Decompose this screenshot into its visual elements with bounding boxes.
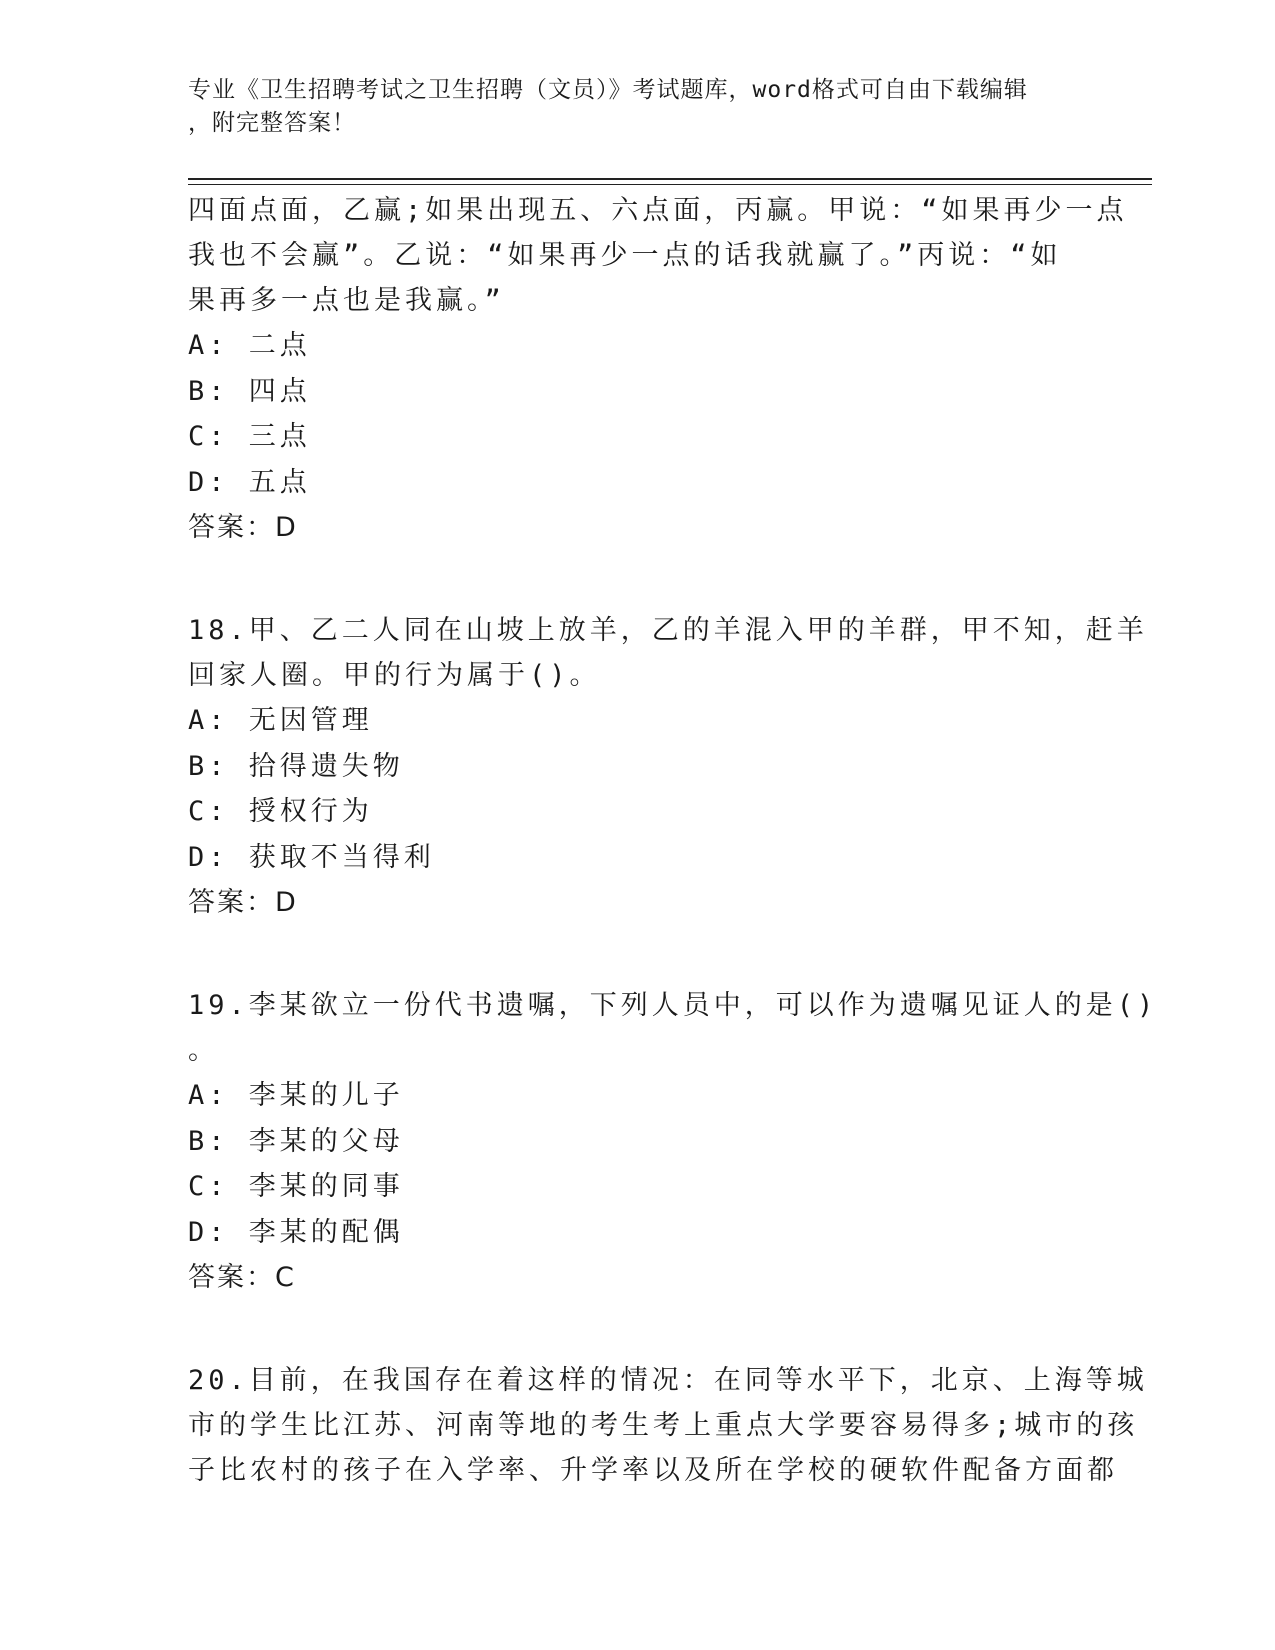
question-stem-line: 子比农村的孩子在入学率、升学率以及所在学校的硬软件配备方面都 <box>188 1455 1118 1486</box>
question-stem-line: 市的学生比江苏、河南等地的考生考上重点大学要容易得多;城市的孩 <box>188 1410 1139 1441</box>
option-a: A: 李某的儿子 <box>188 1080 404 1111</box>
option-a: A: 无因管理 <box>188 705 373 736</box>
question-stem-line: 。 <box>188 1035 219 1066</box>
option-b: B: 四点 <box>188 375 311 407</box>
option-c: C: 李某的同事 <box>188 1171 404 1202</box>
question-stem-line: 果再多一点也是我赢。” <box>188 285 505 316</box>
document-header <box>188 74 1068 140</box>
question-stem-line: 回家人圈。甲的行为属于()。 <box>188 660 601 691</box>
option-d: D: 获取不当得利 <box>188 841 435 873</box>
header-line-2: ，附完整答案！ <box>188 110 356 136</box>
question-stem-line: 19.李某欲立一份代书遗嘱，下列人员中，可以作为遗嘱见证人的是() <box>188 990 1158 1021</box>
question-20 <box>188 1358 1148 1493</box>
question-stem-line: 我也不会赢”。乙说：“如果再少一点的话我就赢了。”丙说：“如 <box>188 240 1062 271</box>
option-d: D: 五点 <box>188 466 311 498</box>
header-rule-thin <box>188 184 1152 185</box>
question-spacer <box>188 1300 1088 1358</box>
option-a: A: 二点 <box>188 330 311 361</box>
answer: 答案：D <box>188 512 298 543</box>
option-d: D: 李某的配偶 <box>188 1216 404 1248</box>
question-spacer <box>188 925 1088 983</box>
header-rule-thick <box>188 178 1152 180</box>
option-c: C: 授权行为 <box>188 796 373 827</box>
answer: 答案：D <box>188 887 298 918</box>
question-content <box>188 188 1158 1493</box>
answer: 答案：C <box>188 1262 296 1293</box>
question-18 <box>188 608 1148 925</box>
question-17 <box>188 188 1128 550</box>
question-19 <box>188 983 1158 1300</box>
question-stem-line: 四面点面，乙赢;如果出现五、六点面，丙赢。甲说：“如果再少一点 <box>188 195 1128 226</box>
question-spacer <box>188 550 1088 608</box>
question-stem-line: 20.目前，在我国存在着这样的情况：在同等水平下，北京、上海等城 <box>188 1365 1148 1396</box>
option-c: C: 三点 <box>188 421 311 452</box>
option-b: B: 李某的父母 <box>188 1125 404 1157</box>
header-line-1: 专业《卫生招聘考试之卫生招聘（文员）》考试题库，word格式可自由下载编辑 <box>188 77 1028 103</box>
option-b: B: 拾得遗失物 <box>188 750 404 782</box>
question-stem-line: 18.甲、乙二人同在山坡上放羊，乙的羊混入甲的羊群，甲不知，赶羊 <box>188 615 1148 646</box>
